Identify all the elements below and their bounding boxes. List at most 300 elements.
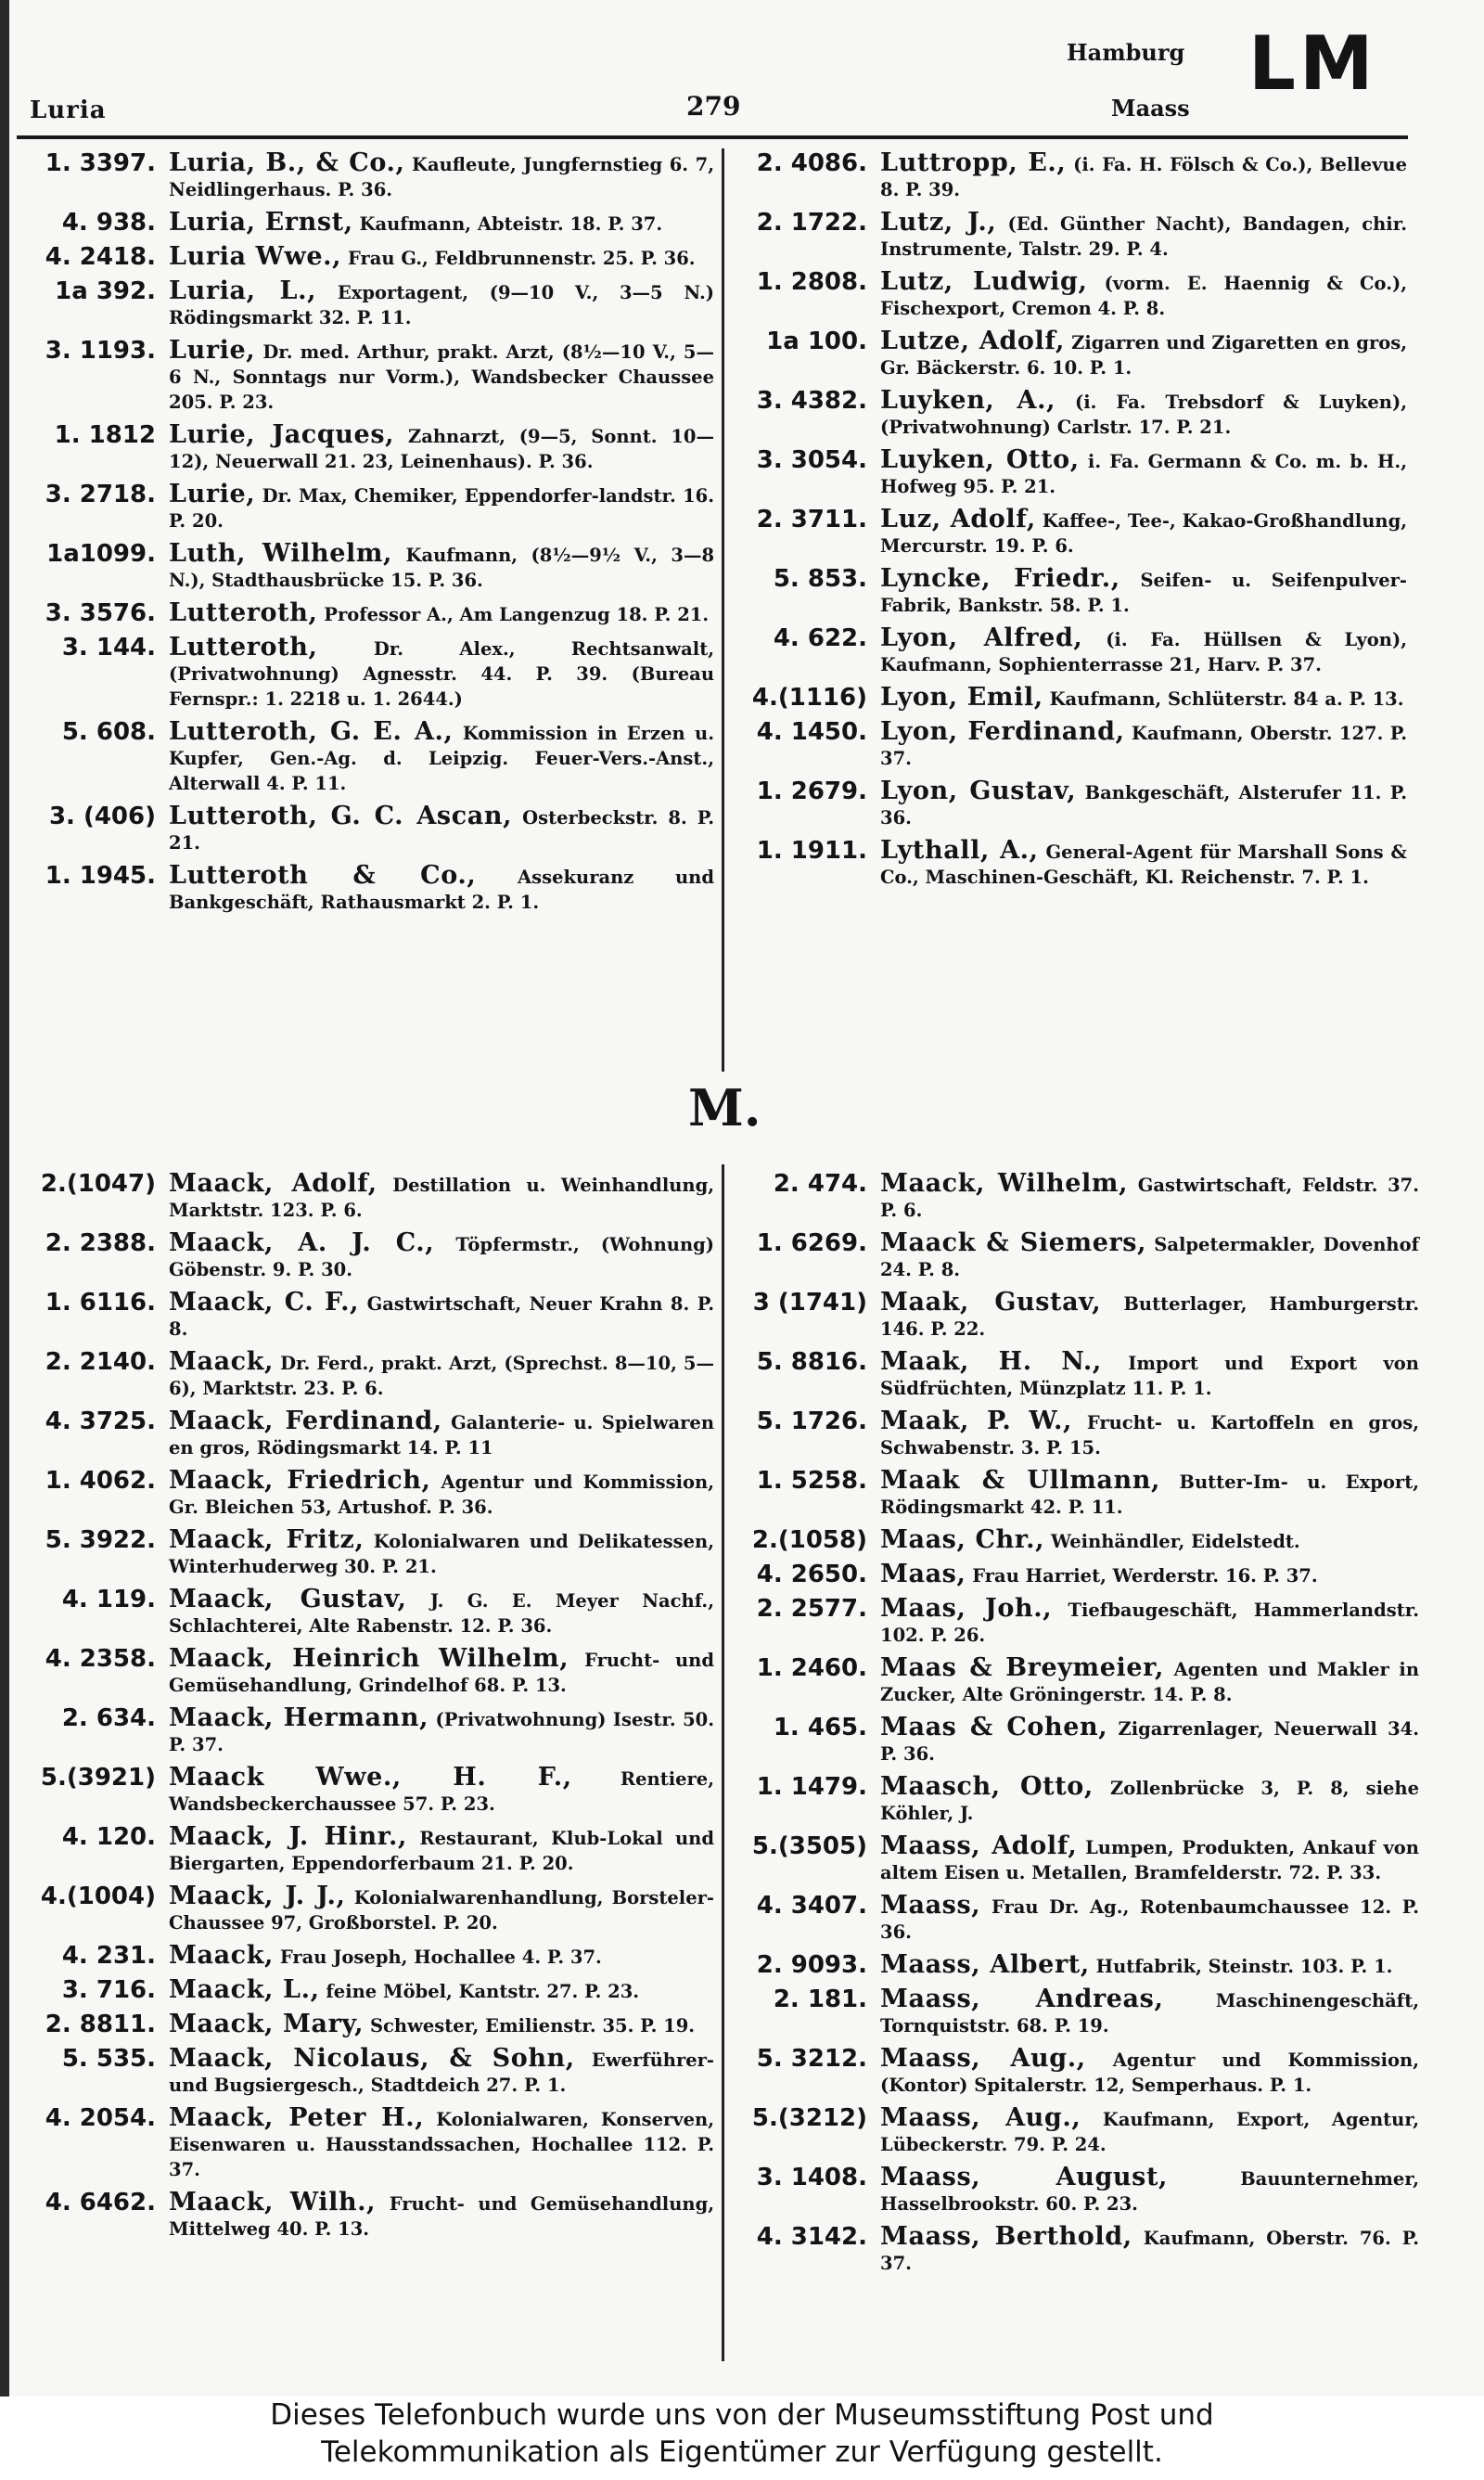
- listing-entry: [728, 1655, 1419, 1707]
- listing-details: Gastwirtschaft, Neuer Krahn 8. P. 8.: [169, 1293, 714, 1340]
- phone-number: 1. 1479.: [756, 1773, 867, 1801]
- listing-text: [169, 2046, 714, 2098]
- phone-number: 4. 1450.: [756, 718, 867, 746]
- listing-name: Lythall, A.,: [880, 836, 1039, 865]
- phone-number: 1. 4062.: [45, 1467, 156, 1495]
- listing-entry: [17, 719, 714, 796]
- listing-entry: [17, 2190, 714, 2242]
- footer-line-1: Dieses Telefonbuch wurde uns von der Museumsstiftung Post und: [270, 2398, 1214, 2432]
- phone-number: 5. 535.: [61, 2045, 156, 2073]
- phone-number: 4. 231.: [61, 1942, 156, 1970]
- phone-number: 5. 3922.: [45, 1526, 156, 1554]
- phone-number: 3. 4382.: [756, 387, 867, 415]
- listing-text: [169, 1705, 714, 1757]
- listing-text: [169, 338, 714, 415]
- phone-number: 4. 2418.: [45, 243, 156, 271]
- listing-text: [169, 1646, 714, 1698]
- phone-number: 1. 1812: [54, 421, 156, 449]
- page-number: 279: [686, 91, 741, 122]
- phone-number: 3. 1408.: [756, 2164, 867, 2191]
- listing-entry: [728, 1596, 1419, 1648]
- phone-number: 2. 4086.: [756, 149, 867, 177]
- header-rule: [17, 135, 1408, 139]
- listing-name: Maack, Mary,: [169, 2010, 365, 2038]
- phone-number: 1. 1945.: [45, 862, 156, 890]
- listing-details: Dr. Max, Chemiker, Eppendorfer-landstr. 16. P. 20.: [169, 485, 714, 532]
- listing-name: Maass, Albert,: [880, 1950, 1090, 1979]
- listing-details: Import und Export von Südfrüchten, Münzplatz 11. P. 1.: [880, 1353, 1419, 1399]
- listing-name: Lyncke, Friedr.,: [880, 564, 1120, 593]
- phone-number: 3. 1193.: [45, 337, 156, 365]
- listing-name: Maas & Cohen,: [880, 1713, 1108, 1741]
- listing-details: Lumpen, Produkten, Ankauf von altem Eisen u. Metallen, Bramfelderstr. 72. P. 33.: [880, 1837, 1419, 1883]
- listing-details: Agentur und Kommission, Gr. Bleichen 53, Artushof. P. 36.: [169, 1471, 714, 1518]
- listing-entry: [17, 1349, 714, 1401]
- phone-number: 2. 2388.: [45, 1229, 156, 1257]
- listing-name: Lutz, Ludwig,: [880, 267, 1088, 296]
- listing-text: [880, 1527, 1419, 1554]
- listing-entry: [17, 803, 714, 855]
- listing-text: [880, 719, 1407, 771]
- listing-entry: [728, 1893, 1419, 1945]
- listing-text: [880, 1655, 1419, 1707]
- phone-number: 2. 2140.: [45, 1348, 156, 1376]
- listing-name: Lutze, Adolf,: [880, 327, 1066, 355]
- listing-details: Kaufmann, Abteistr. 18. P. 37.: [359, 213, 663, 235]
- phone-number: 4.(1004): [40, 1882, 156, 1910]
- listing-name: Maass, Berthold,: [880, 2222, 1132, 2251]
- listing-entry: [728, 838, 1407, 890]
- listing-name: Lutteroth, G. C. Ascan,: [169, 802, 513, 830]
- listing-entry: [17, 1824, 714, 1876]
- listing-text: [169, 150, 714, 202]
- listing-text: [880, 507, 1407, 559]
- section-heading: M.: [688, 1078, 761, 1137]
- phone-number: 1. 2460.: [756, 1654, 867, 1682]
- listing-entry: [17, 600, 714, 627]
- listing-details: Maschinengeschäft, Tornquiststr. 68. P. 19.: [880, 1990, 1419, 2037]
- listing-entry: [728, 1171, 1419, 1223]
- listing-name: Maas, Joh.,: [880, 1594, 1053, 1623]
- listing-entry: [728, 507, 1407, 559]
- phone-number: 5. 608.: [61, 718, 156, 746]
- listing-details: Schwester, Emilienstr. 35. P. 19.: [369, 2015, 696, 2037]
- listing-name: Maack, Hermann,: [169, 1703, 429, 1732]
- phone-number: 4. 2650.: [756, 1561, 867, 1588]
- phone-number: 2.(1047): [40, 1170, 156, 1198]
- listing-text: [880, 838, 1407, 890]
- phone-number: 2. 2577.: [756, 1595, 867, 1623]
- phone-number: 1. 465.: [773, 1714, 867, 1741]
- phone-number: 5.(3921): [40, 1764, 156, 1792]
- listing-text: [880, 1596, 1419, 1648]
- phone-number: 1. 2808.: [756, 268, 867, 296]
- listing-text: [169, 422, 714, 474]
- page-header: [0, 0, 1484, 148]
- listing-details: Zahnarzt, (9—5, Sonnt. 10—12), Neuerwall 21. 23, Leinenhaus). P. 36.: [169, 426, 714, 472]
- listing-text: [169, 1824, 714, 1876]
- listing-text: [880, 1833, 1419, 1885]
- listing-name: Maasch, Otto,: [880, 1772, 1094, 1801]
- listing-entry: [728, 2224, 1419, 2276]
- listing-name: Luyken, Otto,: [880, 445, 1080, 474]
- listing-entry: [17, 863, 714, 915]
- listing-entry: [17, 482, 714, 533]
- phone-number: 4. 2054.: [45, 2104, 156, 2132]
- listing-entry: [17, 1977, 714, 2004]
- listing-details: Kaufmann, Oberstr. 76. P. 37.: [880, 2228, 1419, 2274]
- listing-details: Salpetermakler, Dovenhof 24. P. 8.: [880, 1234, 1419, 1280]
- listing-entry: [728, 1408, 1419, 1460]
- listing-name: Lutteroth,: [169, 633, 318, 662]
- listing-details: Rentiere, Wandsbeckerchaussee 57. P. 23.: [169, 1768, 714, 1815]
- listing-details: Destillation u. Weinhandlung, Marktstr. 123. P. 6.: [169, 1175, 715, 1221]
- listing-text: [880, 150, 1407, 202]
- listing-details: Kaufmann, Schlüterstr. 84 a. P. 13.: [1049, 688, 1404, 710]
- listing-entry: [728, 1468, 1419, 1520]
- listing-name: Maack, C. F.,: [169, 1288, 360, 1317]
- listing-details: Kolonialwaren und Delikatessen, Winterhuderweg 30. P. 21.: [169, 1531, 714, 1577]
- phone-number: 2. 1722.: [756, 209, 867, 237]
- listing-entry: [17, 1230, 714, 1282]
- listing-details: Dr. med. Arthur, prakt. Arzt, (8½—10 V., 5—6 N., Sonntags nur Vorm.), Wandsbecker Chaussee 205. P. 23.: [169, 341, 714, 413]
- listing-name: Maack, L.,: [169, 1975, 320, 2004]
- listing-details: Kaufmann, Oberstr. 127. P. 37.: [880, 723, 1407, 769]
- listing-name: Maack, J. J.,: [169, 1882, 346, 1910]
- listing-entry: [17, 1765, 714, 1817]
- column-top-left: [17, 150, 714, 1032]
- listing-name: Maack, Wilh.,: [169, 2188, 377, 2217]
- listing-text: [880, 1715, 1419, 1767]
- listing-name: Maack, Friedrich,: [169, 1466, 431, 1495]
- phone-number: 4. 3407.: [756, 1892, 867, 1920]
- listing-text: [880, 1349, 1419, 1401]
- listing-details: Gastwirtschaft, Feldstr. 37. P. 6.: [880, 1175, 1419, 1221]
- listing-text: [880, 388, 1407, 440]
- listing-name: Maack, A. J. C.,: [169, 1228, 435, 1257]
- listing-text: [880, 1290, 1419, 1342]
- listing-details: Frau Dr. Ag., Rotenbaumchaussee 12. P. 36.: [880, 1896, 1419, 1943]
- listing-details: Butterlager, Hamburgerstr. 146. P. 22.: [880, 1293, 1419, 1340]
- listing-name: Maack,: [169, 1941, 275, 1970]
- listing-name: Maack, Fritz,: [169, 1525, 365, 1554]
- listing-entry: [17, 278, 714, 330]
- listing-details: Kaufmann, (8½—9½ V., 3—8 N.), Stadthausbrücke 15. P. 36.: [169, 545, 715, 591]
- listing-details: General-Agent für Marshall Sons & Co., Maschinen-Geschäft, Kl. Reichenstr. 7. P. 1.: [880, 842, 1407, 888]
- listing-text: [880, 566, 1407, 618]
- listing-details: i. Fa. Germann & Co. m. b. H., Hofweg 95. P. 21.: [880, 451, 1408, 497]
- listing-entry: [17, 1587, 714, 1638]
- listing-details: Dr. Alex., Rechtsanwalt, (Privatwohnung) Agnesstr. 44. P. 39. (Bureau Fernspr.: 1. 2218 u. 1. 2644.): [169, 638, 714, 710]
- phone-number: 4. 120.: [61, 1823, 156, 1851]
- listing-entry: [728, 1952, 1419, 1979]
- phone-number: 1. 2679.: [756, 777, 867, 805]
- listing-text: [169, 1230, 714, 1282]
- listing-details: Agenten und Makler in Zucker, Alte Gröningerstr. 14. P. 8.: [880, 1659, 1419, 1705]
- listing-text: [169, 863, 714, 915]
- listing-text: [880, 625, 1407, 677]
- listing-entry: [728, 1715, 1419, 1767]
- phone-number: 1. 5258.: [756, 1467, 867, 1495]
- listing-text: [880, 2105, 1419, 2157]
- listing-text: [880, 1774, 1419, 1826]
- listing-entry: [17, 1171, 714, 1223]
- listing-entry: [17, 1290, 714, 1342]
- listing-text: [169, 278, 714, 330]
- listing-text: [880, 2224, 1419, 2276]
- listing-name: Luria, Ernst,: [169, 208, 353, 237]
- listing-name: Lutz, J.,: [880, 208, 997, 237]
- listing-entry: [728, 328, 1407, 380]
- phone-number: 4. 119.: [61, 1586, 156, 1613]
- page-edge: [0, 0, 9, 2396]
- listing-text: [169, 1883, 714, 1935]
- listing-text: [169, 719, 714, 796]
- listing-entry: [17, 338, 714, 415]
- phone-number: 1. 6116.: [45, 1289, 156, 1317]
- listing-text: [880, 778, 1407, 830]
- phone-number: 1. 6269.: [756, 1229, 867, 1257]
- listing-text: [169, 1349, 714, 1401]
- listing-name: Maack, Ferdinand,: [169, 1407, 442, 1435]
- listing-entry: [17, 422, 714, 474]
- listing-name: Maass, Adolf,: [880, 1831, 1078, 1860]
- listing-entry: [728, 1290, 1419, 1342]
- phone-number: 3. 144.: [61, 634, 156, 662]
- listing-details: Galanterie- u. Spielwaren en gros, Rödingsmarkt 14. P. 11: [169, 1412, 714, 1458]
- phone-number: 2. 3711.: [756, 506, 867, 533]
- listing-entry: [17, 1883, 714, 1935]
- phone-number: 5.(3212): [751, 2104, 867, 2132]
- listing-text: [169, 1977, 714, 2004]
- phone-number: 1. 3397.: [45, 149, 156, 177]
- listing-name: Luria, L.,: [169, 276, 317, 305]
- phone-number: 4. 938.: [61, 209, 156, 237]
- header-last-entry: Maass: [1111, 95, 1190, 122]
- phone-number: 4. 2358.: [45, 1645, 156, 1673]
- listing-text: [169, 1527, 714, 1579]
- listing-details: Ewerführer- und Bugsiergesch., Stadtdeich 27. P. 1.: [169, 2050, 714, 2096]
- listing-details: Zigarren und Zigaretten en gros, Gr. Bäckerstr. 6. 10. P. 1.: [880, 332, 1407, 379]
- listing-entry: [17, 2046, 714, 2098]
- listing-details: (i. Fa. Trebsdorf & Luyken), (Privatwohnung) Carlstr. 17. P. 21.: [880, 392, 1408, 438]
- listing-entry: [17, 1468, 714, 1520]
- listing-entry: [728, 2046, 1419, 2098]
- listing-entry: [728, 1986, 1419, 2038]
- listing-details: Kommission in Erzen u. Kupfer, Gen.-Ag. d. Leipzig. Feuer-Vers.-Anst., Alterwall 4. P. 11.: [169, 723, 714, 794]
- listing-entry: [728, 2105, 1419, 2157]
- listing-text: [169, 482, 714, 533]
- listing-entry: [728, 1833, 1419, 1885]
- listing-details: Kaffee-, Tee-, Kakao-Großhandlung, Mercurstr. 19. P. 6.: [880, 510, 1407, 557]
- listing-details: Tiefbaugeschäft, Hammerlandstr. 102. P. 26.: [880, 1600, 1419, 1646]
- listing-name: Luyken, A.,: [880, 386, 1056, 415]
- phone-number: 1a 100.: [766, 328, 867, 355]
- listing-text: [169, 1468, 714, 1520]
- listing-entry: [728, 210, 1407, 262]
- listing-text: [169, 2105, 714, 2182]
- listing-text: [169, 210, 714, 237]
- listing-name: Maack, Adolf,: [169, 1169, 377, 1198]
- listing-name: Lurie,: [169, 336, 256, 365]
- listing-entry: [728, 1349, 1419, 1401]
- listing-text: [169, 1408, 714, 1460]
- listing-entry: [728, 625, 1407, 677]
- listing-entry: [728, 388, 1407, 440]
- listing-name: Lutteroth,: [169, 598, 318, 627]
- listing-details: Agentur und Kommission, (Kontor) Spitalerstr. 12, Semperhaus. P. 1.: [880, 2050, 1419, 2096]
- listing-details: Bauunternehmer, Hasselbrookstr. 60. P. 23.: [880, 2168, 1419, 2215]
- listing-name: Maack, J. Hinr.,: [169, 1822, 408, 1851]
- listing-entry: [17, 210, 714, 237]
- listing-details: Frucht- und Gemüsehandlung, Mittelweg 40. P. 13.: [169, 2193, 714, 2240]
- listing-name: Maak & Ullmann,: [880, 1466, 1160, 1495]
- listing-entry: [17, 244, 714, 271]
- listing-text: [169, 1587, 714, 1638]
- listing-text: [880, 269, 1407, 321]
- listing-entry: [728, 447, 1407, 499]
- listing-entry: [728, 778, 1407, 830]
- listing-text: [880, 2165, 1419, 2217]
- listing-name: Lurie, Jacques,: [169, 420, 395, 449]
- listing-text: [880, 1952, 1419, 1979]
- listing-name: Maack, Heinrich Wilhelm,: [169, 1644, 569, 1673]
- listing-name: Maack Wwe., H. F.,: [169, 1763, 572, 1792]
- listing-details: Frau Harriet, Werderstr. 16. P. 37.: [972, 1565, 1318, 1587]
- listing-name: Luth, Wilhelm,: [169, 539, 393, 568]
- listing-entry: [17, 541, 714, 593]
- listing-entry: [728, 566, 1407, 618]
- listing-details: Zollenbrücke 3, P. 8, siehe Köhler, J.: [880, 1778, 1419, 1824]
- listing-entry: [17, 1705, 714, 1757]
- listing-text: [880, 1171, 1419, 1223]
- listing-name: Lutteroth & Co.,: [169, 861, 477, 890]
- listing-details: Restaurant, Klub-Lokal und Biergarten, Eppendorferbaum 21. P. 20.: [169, 1828, 714, 1874]
- header-first-entry: Luria: [30, 96, 107, 124]
- listing-entry: [17, 2105, 714, 2182]
- listing-entry: [17, 635, 714, 712]
- listing-name: Maak, H. N.,: [880, 1347, 1102, 1376]
- phone-number: 5. 8816.: [756, 1348, 867, 1376]
- phone-number: 5. 3212.: [756, 2045, 867, 2073]
- phone-number: 5. 853.: [773, 565, 867, 593]
- listing-text: [169, 541, 714, 593]
- listing-entry: [17, 1527, 714, 1579]
- listing-details: Kolonialwarenhandlung, Borsteler-Chaussee 97, Großborstel. P. 20.: [169, 1887, 714, 1934]
- listing-name: Maack, Gustav,: [169, 1585, 407, 1613]
- footer-line-2: Telekommunikation als Eigentümer zur Verfügung gestellt.: [321, 2435, 1163, 2469]
- listing-name: Lyon, Ferdinand,: [880, 717, 1125, 746]
- phone-number: 4. 3725.: [45, 1407, 156, 1435]
- listing-details: (vorm. E. Haennig & Co.), Fischexport, Cremon 4. P. 8.: [880, 273, 1408, 319]
- listing-details: Hutfabrik, Steinstr. 103. P. 1.: [1095, 1956, 1393, 1977]
- listing-entry: [728, 685, 1407, 712]
- listing-text: [880, 1893, 1419, 1945]
- listing-details: Frucht- und Gemüsehandlung, Grindelhof 68. P. 13.: [169, 1650, 714, 1696]
- listing-details: Kaufmann, Export, Agentur, Lübeckerstr. 79. P. 24.: [880, 2109, 1419, 2155]
- listing-details: (i. Fa. H. Fölsch & Co.), Bellevue 8. P. 39.: [880, 154, 1407, 200]
- phone-number: 4.(1116): [751, 684, 867, 712]
- listing-name: Maass, August,: [880, 2163, 1169, 2191]
- listing-name: Luria Wwe.,: [169, 242, 342, 271]
- listing-name: Maass, Andreas,: [880, 1985, 1164, 2013]
- listing-entry: [728, 719, 1407, 771]
- listing-entry: [17, 150, 714, 202]
- listing-name: Maas & Breymeier,: [880, 1653, 1164, 1682]
- listing-name: Maak, P. W.,: [880, 1407, 1073, 1435]
- listing-entry: [728, 1527, 1419, 1554]
- column-top-right: [728, 150, 1407, 1032]
- listing-details: Kolonialwaren, Konserven, Eisenwaren u. Hausstandssachen, Hochallee 112. P. 37.: [169, 2109, 714, 2180]
- listing-entry: [728, 1230, 1419, 1282]
- listing-details: Professor A., Am Langenzug 18. P. 21.: [324, 604, 710, 625]
- listing-details: Exportagent, (9—10 V., 3—5 N.) Rödingsmarkt 32. P. 11.: [169, 282, 714, 328]
- listing-name: Lyon, Gustav,: [880, 777, 1077, 805]
- listing-entry: [728, 150, 1407, 202]
- phone-number: 4. 3142.: [756, 2223, 867, 2251]
- listing-entry: [17, 2011, 714, 2038]
- phone-number: 2. 634.: [61, 1704, 156, 1732]
- phone-number: 1. 1911.: [756, 837, 867, 865]
- column-bottom-right: [728, 1171, 1419, 2331]
- phone-number: 4. 622.: [773, 624, 867, 652]
- listing-details: (Privatwohnung) Isestr. 50. P. 37.: [169, 1709, 714, 1755]
- listing-details: Frau Joseph, Hochallee 4. P. 37.: [279, 1947, 602, 1968]
- listing-name: Lutteroth, G. E. A.,: [169, 717, 454, 746]
- phone-number: 2. 181.: [773, 1985, 867, 2013]
- listing-name: Maas, Chr.,: [880, 1525, 1045, 1554]
- listing-details: Kaufleute, Jungfernstieg 6. 7, Neidlingerhaus. P. 36.: [169, 154, 714, 200]
- column-divider-bottom: [722, 1164, 724, 2361]
- listing-details: Weinhändler, Eidelstedt.: [1050, 1531, 1300, 1552]
- listing-text: [880, 1468, 1419, 1520]
- listing-details: Bankgeschäft, Alsterufer 11. P. 36.: [880, 782, 1407, 829]
- phone-number: 5. 1726.: [756, 1407, 867, 1435]
- phone-number: 2. 9093.: [756, 1951, 867, 1979]
- phone-number: 3 (1741): [752, 1289, 867, 1317]
- listing-name: Lyon, Emil,: [880, 683, 1043, 712]
- listing-details: Töpfermstr., (Wohnung) Göbenstr. 9. P. 30.: [169, 1234, 714, 1280]
- listing-details: Butter-Im- u. Export, Rödingsmarkt 42. P. 11.: [880, 1471, 1419, 1518]
- phone-number: 2.(1058): [751, 1526, 867, 1554]
- column-divider-top: [722, 148, 724, 1072]
- listing-name: Maass, Aug.,: [880, 2103, 1081, 2132]
- listing-text: [880, 685, 1407, 712]
- listing-entry: [17, 1646, 714, 1698]
- listing-name: Maack & Siemers,: [880, 1228, 1147, 1257]
- listing-text: [880, 1561, 1419, 1588]
- listing-text: [169, 1290, 714, 1342]
- phone-number: 4. 6462.: [45, 2189, 156, 2217]
- listing-details: Frucht- u. Kartoffeln en gros, Schwabenstr. 3. P. 15.: [880, 1412, 1420, 1458]
- listing-entry: [728, 269, 1407, 321]
- listing-text: [880, 1230, 1419, 1282]
- listing-text: [169, 635, 714, 712]
- listing-text: [169, 2011, 714, 2038]
- phone-number: 3. 716.: [61, 1976, 156, 2004]
- listing-text: [880, 447, 1407, 499]
- listing-details: Dr. Ferd., prakt. Arzt, (Sprechst. 8—10, 5—6), Marktstr. 23. P. 6.: [169, 1353, 714, 1399]
- listing-text: [880, 1408, 1419, 1460]
- phone-number: 3. 3576.: [45, 599, 156, 627]
- listing-details: (Ed. Günther Nacht), Bandagen, chir. Instrumente, Talstr. 29. P. 4.: [880, 213, 1407, 260]
- listing-text: [880, 1986, 1419, 2038]
- listing-text: [880, 328, 1407, 380]
- listing-name: Lyon, Alfred,: [880, 623, 1083, 652]
- listing-text: [169, 1765, 714, 1817]
- column-bottom-left: [17, 1171, 714, 2331]
- listing-name: Lurie,: [169, 480, 256, 508]
